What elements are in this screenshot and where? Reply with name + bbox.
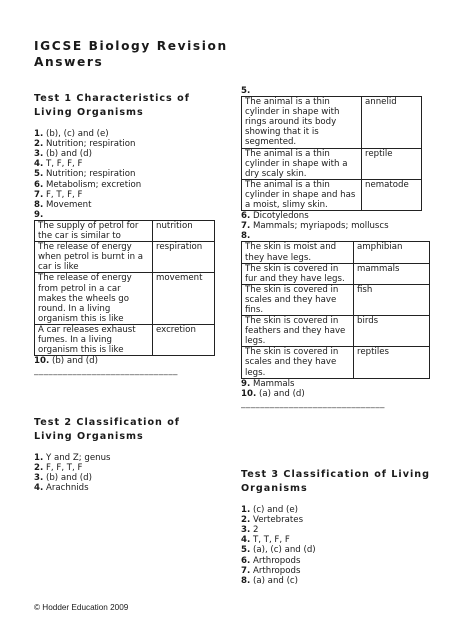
- table-cell: The skin is covered in fur and they have legs.: [242, 263, 354, 284]
- q8-table: [241, 241, 430, 378]
- table-cell: fish: [354, 284, 430, 315]
- table-cell: The animal is a thin cylinder in shape with rings around its body showing that it is segmented.: [242, 97, 362, 148]
- table-cell: movement: [153, 273, 215, 324]
- table-row: [242, 242, 430, 263]
- answer-item: 6. Dicotyledons: [241, 211, 309, 222]
- table-cell: nematode: [362, 179, 422, 210]
- answer-item: 5.: [241, 86, 251, 96]
- table-cell: reptile: [362, 148, 422, 179]
- table-cell: The animal is a thin cylinder in shape and has a moist, slimy skin.: [242, 179, 362, 210]
- answer-item: 6. Metabolism; excretion: [34, 179, 142, 190]
- copyright-footer: © Hodder Education 2009: [34, 603, 129, 612]
- test1-answer-list: [34, 129, 219, 220]
- answer-item: 4. T, F, F, F: [34, 159, 83, 170]
- left-column: [34, 92, 219, 376]
- answer-item: 1. (c) and (e): [241, 505, 299, 516]
- answer-item: 3. 2: [241, 525, 259, 536]
- table-cell: The supply of petrol for the car is similar to: [35, 220, 153, 241]
- answer-item: 2. F, F, T, F: [34, 463, 83, 474]
- test1-q9-table: [34, 220, 215, 356]
- section-divider: ______________________________: [241, 398, 385, 409]
- answer-item: 10. (b) and (d): [34, 356, 98, 367]
- table-cell: respiration: [153, 242, 215, 273]
- answer-item: 4. Arachnids: [34, 483, 89, 494]
- table-cell: nutrition: [153, 220, 215, 241]
- table-cell: annelid: [362, 97, 422, 148]
- table-row: [242, 263, 430, 284]
- right-column-lower: [241, 468, 431, 586]
- answer-item: 5. Nutrition; respiration: [34, 169, 136, 180]
- q5-table: [241, 96, 422, 211]
- right-column: [241, 86, 431, 409]
- table-row: [35, 273, 215, 324]
- table-cell: The animal is a thin cylinder in shape with a dry scaly skin.: [242, 148, 362, 179]
- table-row: [242, 97, 422, 148]
- answer-item: 7. Mammals; myriapods; molluscs: [241, 221, 389, 232]
- table-row: [242, 347, 430, 378]
- answer-item: 7. F, T, F, F: [34, 189, 83, 200]
- table-cell: The skin is covered in scales and they have legs.: [242, 347, 354, 378]
- answer-item: 8.: [241, 231, 251, 242]
- answer-item: 8. Movement: [34, 199, 92, 210]
- answer-item: 3. (b) and (d): [34, 473, 92, 484]
- table-cell: A car releases exhaust fumes. In a living organism this is like: [35, 324, 153, 355]
- section-divider: ______________________________: [34, 366, 178, 377]
- table-row: [242, 316, 430, 347]
- test3-heading: Test 3 Classification of Living Organisms: [241, 469, 430, 494]
- left-column-lower: [34, 416, 219, 493]
- table-cell: reptiles: [354, 347, 430, 378]
- table-row: [242, 284, 430, 315]
- test1-heading: Test 1 Characteristics of Living Organisms: [34, 93, 190, 118]
- answer-item: 2. Vertebrates: [241, 515, 304, 526]
- answer-item: 5. (a), (c) and (d): [241, 545, 316, 556]
- table-row: [242, 179, 422, 210]
- table-row: [35, 220, 215, 241]
- test2-heading: Test 2 Classification of Living Organisms: [34, 417, 180, 442]
- test2-answer-list: [34, 453, 219, 493]
- answer-item: 8. (a) and (c): [241, 575, 299, 586]
- table-cell: birds: [354, 316, 430, 347]
- table-row: [242, 148, 422, 179]
- table-row: [35, 324, 215, 355]
- page-title: IGCSE Biology Revision Answers: [34, 39, 228, 69]
- table-cell: The release of energy when petrol is burnt in a car is like: [35, 242, 153, 273]
- answer-item: 10. (a) and (d): [241, 388, 305, 399]
- table-cell: amphibian: [354, 242, 430, 263]
- answer-item: 9. Mammals: [241, 378, 295, 389]
- answer-item: 3. (b) and (d): [34, 149, 92, 160]
- answer-item: 1. Y and Z; genus: [34, 453, 111, 464]
- table-cell: excretion: [153, 324, 215, 355]
- answer-item: 1. (b), (c) and (e): [34, 129, 109, 140]
- answer-item: 4. T, T, F, F: [241, 535, 290, 546]
- table-cell: The release of energy from petrol in a car makes the wheels go round. In a living organism this is like: [35, 273, 153, 324]
- table-row: [35, 242, 215, 273]
- table-cell: The skin is covered in scales and they have fins.: [242, 284, 354, 315]
- answer-item: 7. Arthropods: [241, 565, 301, 576]
- table-cell: mammals: [354, 263, 430, 284]
- answer-item: 2. Nutrition; respiration: [34, 139, 136, 150]
- test3-answer-list: [241, 505, 431, 586]
- answer-item: 6. Arthropods: [241, 555, 301, 566]
- table-cell: The skin is moist and they have legs.: [242, 242, 354, 263]
- table-cell: The skin is covered in feathers and they have legs.: [242, 316, 354, 347]
- answer-item: 9.: [34, 209, 44, 220]
